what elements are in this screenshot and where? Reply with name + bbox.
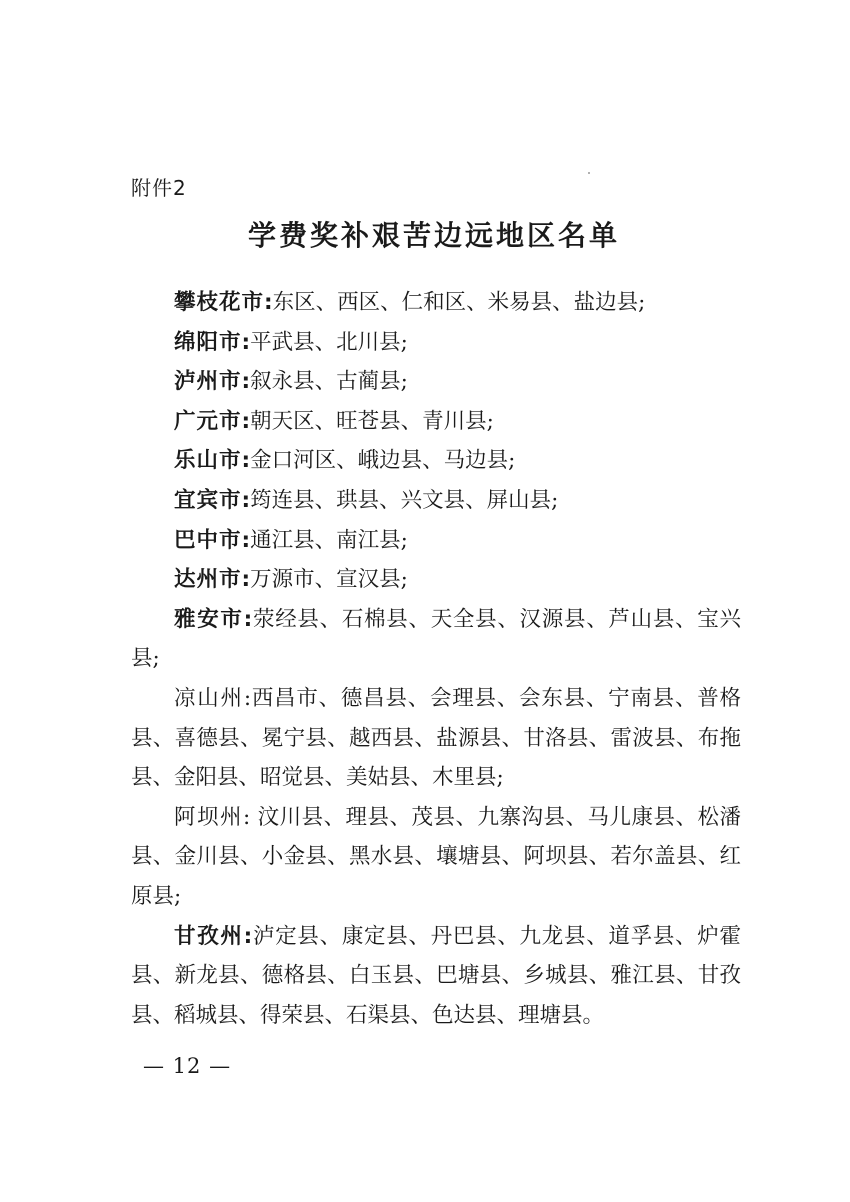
separator: : bbox=[241, 408, 251, 434]
region-entry-ganzi bbox=[131, 917, 741, 1036]
city-name: 阿坝州 bbox=[174, 804, 243, 830]
county-list: 筠连县、珙县、兴文县、屏山县; bbox=[250, 487, 559, 513]
separator: : bbox=[241, 369, 251, 395]
city-name: 宜宾市 bbox=[174, 487, 242, 513]
city-name: 达州市 bbox=[174, 567, 242, 593]
separator: : bbox=[243, 923, 253, 949]
separator: : bbox=[243, 606, 253, 632]
city-name: 广元市 bbox=[174, 408, 242, 434]
separator: : bbox=[264, 290, 273, 315]
separator: : bbox=[241, 487, 251, 513]
county-list: 万源市、宣汉县; bbox=[250, 567, 408, 593]
county-list: 西昌市、德昌县、会理县、会东县、宁南县、普格县、喜德县、冕宁县、越西县、盐源县、甘洛县、雷波县、布拖县、金阳县、昭觉县、美姑县、木里县; bbox=[131, 685, 741, 791]
region-entry-liangshan bbox=[131, 679, 741, 798]
attachment-label: 附件2 bbox=[131, 176, 187, 200]
county-list: 东区、西区、仁和区、米易县、盐边县; bbox=[272, 290, 646, 315]
separator: : bbox=[241, 329, 251, 355]
city-name: 巴中市 bbox=[174, 527, 242, 553]
separator: : bbox=[241, 448, 251, 474]
separator: : bbox=[241, 527, 251, 553]
county-list: 通江县、南江县; bbox=[250, 527, 408, 553]
city-name: 绵阳市 bbox=[174, 329, 242, 355]
separator: : bbox=[243, 804, 258, 830]
separator: : bbox=[243, 685, 252, 711]
region-entry-yibin bbox=[131, 481, 741, 521]
city-name: 攀枝花市 bbox=[174, 290, 265, 315]
region-entry-leshan bbox=[131, 441, 741, 481]
scan-speck bbox=[588, 172, 590, 174]
region-entry-luzhou bbox=[131, 362, 741, 402]
county-list: 荥经县、石棉县、天全县、汉源县、芦山县、宝兴县; bbox=[131, 606, 741, 672]
document-title: 学费奖补艰苦边远地区名单 bbox=[247, 219, 620, 252]
region-entry-dazhou bbox=[131, 560, 741, 600]
county-list: 泸定县、康定县、丹巴县、九龙县、道孚县、炉霍县、新龙县、德格县、白玉县、巴塘县、乡城县、雅江县、甘孜县、稻城县、得荣县、石渠县、色达县、理塘县。 bbox=[131, 923, 741, 1028]
region-entry-guangyuan bbox=[131, 402, 741, 442]
city-name: 泸州市 bbox=[174, 369, 242, 395]
city-name: 凉山州 bbox=[174, 685, 244, 711]
region-entry-yaan bbox=[131, 600, 741, 679]
region-entry-mianyang bbox=[131, 323, 741, 363]
county-list: 平武县、北川县; bbox=[250, 329, 408, 355]
city-name: 雅安市 bbox=[174, 606, 244, 632]
city-name: 甘孜州 bbox=[174, 923, 244, 949]
city-name: 乐山市 bbox=[174, 448, 242, 474]
region-entry-aba bbox=[131, 798, 741, 917]
county-list: 叙永县、古蔺县; bbox=[250, 369, 408, 395]
region-list bbox=[131, 283, 741, 1035]
county-list: 金口河区、峨边县、马边县; bbox=[250, 448, 516, 474]
separator: : bbox=[241, 567, 251, 593]
region-entry-bazhong bbox=[131, 521, 741, 561]
region-entry-panzhihua bbox=[131, 283, 741, 323]
county-list: 汶川县、理县、茂县、九寨沟县、马儿康县、松潘县、金川县、小金县、黑水县、壤塘县、阿坝县、若尔盖县、红原县; bbox=[131, 804, 741, 909]
page-number: — 12 — bbox=[143, 1054, 232, 1078]
county-list: 朝天区、旺苍县、青川县; bbox=[250, 408, 494, 434]
